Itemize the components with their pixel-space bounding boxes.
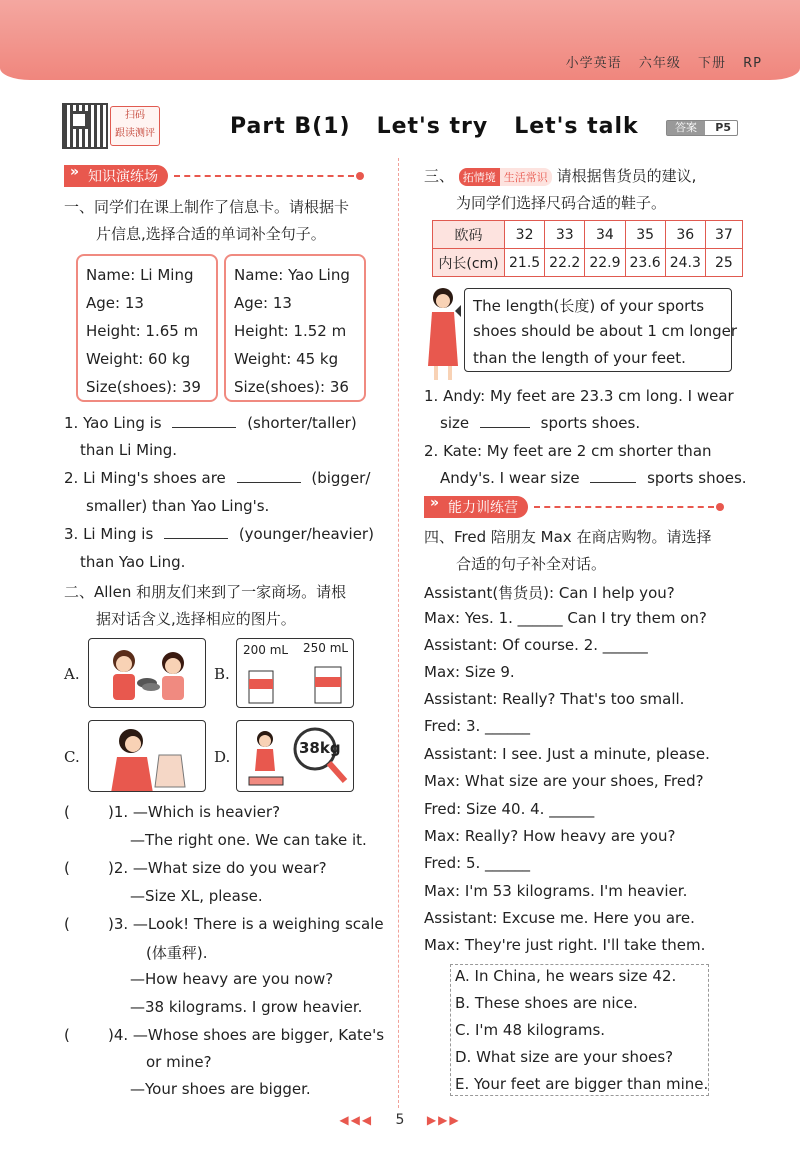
q2-item1-paren: ( (64, 803, 70, 821)
q1-item3-cont: than Yao Ling. (80, 553, 186, 571)
shoe-size-table (432, 220, 743, 277)
q1-item1-text: 1. Yao Ling is (64, 414, 162, 432)
card-line: Name: Yao Ling (234, 266, 350, 284)
card-line: Height: 1.52 m (234, 322, 347, 340)
section-divider (534, 506, 714, 508)
options-box (450, 964, 709, 1096)
q3-item2-tail: sports shoes. (647, 469, 747, 487)
table-cell: 22.2 (545, 249, 585, 277)
q3-item1-line2 (440, 414, 640, 432)
q4-instruction-line1: 四、Fred 陪朋友 Max 在商店购物。请选择 (424, 528, 712, 546)
answer-tag-page: P5 (715, 121, 731, 134)
page-title: Part B(1) Let's try Let's talk (230, 114, 639, 139)
dialogue-line: Max: I'm 53 kilograms. I'm heavier. (424, 882, 688, 900)
dialogue-line: Fred: Size 40. 4. ______ (424, 800, 595, 818)
picture-d-girl-on-scale (236, 720, 354, 792)
milk-cartons-illustration (237, 639, 354, 708)
table-cell: 34 (585, 221, 625, 249)
q2-item3-paren: ( (64, 915, 70, 933)
speech-bubble (464, 288, 738, 372)
q1-instruction-line1: 一、同学们在课上制作了信息卡。请根据卡 (64, 198, 350, 216)
answer-tag (666, 120, 738, 136)
qr-label[interactable] (110, 106, 160, 146)
table-cell: 24.3 (665, 249, 705, 277)
kids-illustration (89, 639, 206, 708)
card-line: Height: 1.65 m (86, 322, 199, 340)
q3-item2-line2 (440, 469, 747, 487)
q3-item2-blank[interactable] (590, 482, 636, 483)
q3-item1-blank[interactable] (480, 427, 530, 428)
pic-label-c: C. (64, 748, 80, 766)
dialogue-line: Assistant: I see. Just a minute, please. (424, 745, 710, 763)
q1-item2-text: 2. Li Ming's shoes are (64, 469, 226, 487)
q1-item3-choices: (younger/heavier) (238, 525, 374, 543)
q2-item2-answer: —Size XL, please. (130, 887, 263, 905)
q3-item1-size: size (440, 414, 470, 432)
card-line: Age: 13 (234, 294, 292, 312)
qr-label-line1: 扫码 (125, 110, 145, 121)
q1-item2-blank[interactable] (237, 482, 301, 483)
pic-label-d: D. (214, 748, 231, 766)
section-divider (174, 175, 354, 177)
q1-item3 (64, 525, 374, 543)
q2-item4-paren: ( (64, 1026, 70, 1044)
dialogue-line: Assistant: Really? That's too small. (424, 690, 685, 708)
section-head-practice (64, 165, 364, 187)
section-dot (716, 503, 724, 511)
dialogue-line: Assistant(售货员): Can I help you? (424, 584, 675, 602)
card-line: Age: 13 (86, 294, 144, 312)
column-divider (398, 158, 399, 1108)
q1-item2-choices: (bigger/ (311, 469, 371, 487)
qr-label-line2: 跟读测评 (115, 128, 155, 139)
header-volume: 下册 (697, 56, 726, 71)
q3-item2-text: Andy's. I wear size (440, 469, 580, 487)
pic-label-a: A. (64, 665, 80, 683)
left-arrows-icon: ◀◀◀ (339, 1113, 374, 1127)
q2-item4-line2: or mine? (146, 1053, 212, 1071)
info-card-li-ming (76, 254, 218, 402)
option-a: A. In China, he wears size 42. (455, 967, 677, 985)
picture-a-kids-with-shoes (88, 638, 206, 708)
dialogue-line: Assistant: Of course. 2. ______ (424, 636, 648, 654)
card-line: Weight: 60 kg (86, 350, 191, 368)
q1-item3-blank[interactable] (164, 538, 228, 539)
table-cell: 25 (705, 249, 742, 277)
dialogue-line: Fred: 3. ______ (424, 717, 531, 735)
table-cell: 33 (545, 221, 585, 249)
woman-illustration (89, 721, 206, 792)
table-cell: 23.6 (625, 249, 665, 277)
section-tag: » 知识演练场 (64, 165, 168, 187)
bubble-line3: than the length of your feet. (473, 349, 686, 367)
q1-item1-blank[interactable] (172, 427, 236, 428)
q2-instruction-line1: 二、Allen 和朋友们来到了一家商场。请根 (64, 583, 347, 601)
table-row (433, 221, 743, 249)
bubble-line2: shoes should be about 1 cm longer (473, 322, 738, 340)
dialogue-line: Max: Yes. 1. ______ Can I try them on? (424, 609, 707, 627)
q1-item3-text: 3. Li Ming is (64, 525, 154, 543)
section-tag: » 能力训练营 (424, 496, 528, 518)
picture-c-woman-with-clothes (88, 720, 206, 792)
answer-tag-label: 答案 (667, 121, 705, 135)
table-head-size: 欧码 (433, 221, 505, 249)
header-band (0, 0, 800, 80)
option-e: E. Your feet are bigger than mine. (455, 1075, 709, 1093)
dialogue-line: Max: What size are your shoes, Fred? (424, 772, 704, 790)
q3-item2-line1: 2. Kate: My feet are 2 cm shorter than (424, 442, 712, 460)
q3-instruction-line1: 请根据售货员的建议, (556, 167, 697, 185)
q1-item2-cont: smaller) than Yao Ling's. (86, 497, 270, 515)
q3-item1-tail: sports shoes. (540, 414, 641, 432)
header-edition: RP (743, 56, 762, 71)
q2-item1-answer: —The right one. We can take it. (130, 831, 367, 849)
dialogue-line: Fred: 5. ______ (424, 854, 531, 872)
table-row (433, 249, 743, 277)
page-number: 5 (395, 1112, 405, 1128)
scale-reading: 38kg (299, 739, 341, 757)
q2-instruction-line2: 据对话含义,选择相应的图片。 (96, 610, 296, 628)
carton-label-250: 250 mL (303, 641, 349, 655)
section-dot (356, 172, 364, 180)
option-c: C. I'm 48 kilograms. (455, 1021, 606, 1039)
table-cell: 21.5 (505, 249, 545, 277)
shop-assistant-illustration (426, 286, 460, 382)
q2-item3-line3: —How heavy are you now? (130, 970, 334, 988)
qr-code-icon[interactable] (62, 103, 108, 149)
card-line: Weight: 45 kg (234, 350, 339, 368)
table-cell: 37 (705, 221, 742, 249)
table-cell: 32 (505, 221, 545, 249)
q3-item1-line1: 1. Andy: My feet are 23.3 cm long. I wear (424, 387, 734, 405)
info-card-yao-ling (224, 254, 366, 402)
q3-badge-context: 拓情境 (459, 168, 500, 186)
right-arrows-icon: ▶▶▶ (426, 1113, 461, 1127)
q2-item4[interactable]: )4. —Whose shoes are bigger, Kate's (108, 1026, 385, 1044)
q2-item3-line2: (体重秤). (146, 944, 208, 962)
page-footer (0, 1112, 800, 1128)
pic-label-b: B. (214, 665, 230, 683)
header-subject: 小学英语 (565, 56, 622, 71)
dialogue-line: Max: Size 9. (424, 663, 515, 681)
q2-item2[interactable]: )2. —What size do you wear? (108, 859, 327, 877)
table-head-length: 内长(cm) (433, 249, 505, 277)
q1-instruction-line2: 片信息,选择合适的单词补全句子。 (96, 225, 326, 243)
header-meta (554, 52, 762, 71)
q2-item3[interactable]: )3. —Look! There is a weighing scale (108, 915, 384, 933)
picture-b-milk-cartons (236, 638, 354, 708)
section-head-training (424, 496, 724, 518)
q1-item1-choices: (shorter/taller) (247, 414, 357, 432)
q2-item3-line4: —38 kilograms. I grow heavier. (130, 998, 363, 1016)
q2-item2-paren: ( (64, 859, 70, 877)
q1-item2 (64, 469, 370, 487)
q2-item1[interactable]: )1. —Which is heavier? (108, 803, 281, 821)
dialogue-line: Assistant: Excuse me. Here you are. (424, 909, 695, 927)
header-grade: 六年级 (638, 56, 681, 71)
q3-instruction-line2: 为同学们选择尺码合适的鞋子。 (456, 194, 667, 212)
card-line: Name: Li Ming (86, 266, 194, 284)
q1-item1-cont: than Li Ming. (80, 441, 178, 459)
q3-heading (424, 165, 696, 186)
table-cell: 35 (625, 221, 665, 249)
card-line: Size(shoes): 39 (86, 378, 201, 396)
card-line: Size(shoes): 36 (234, 378, 349, 396)
q3-prefix: 三、 (424, 167, 455, 185)
dialogue-line: Max: They're just right. I'll take them. (424, 936, 706, 954)
q3-badge-life: 生活常识 (500, 168, 552, 186)
table-cell: 36 (665, 221, 705, 249)
option-b: B. These shoes are nice. (455, 994, 638, 1012)
q4-instruction-line2: 合适的句子补全对话。 (456, 555, 607, 573)
dialogue-line: Max: Really? How heavy are you? (424, 827, 676, 845)
bubble-line1: The length(长度) of your sports (473, 297, 705, 315)
q1-item1 (64, 414, 357, 432)
carton-label-200: 200 mL (243, 643, 289, 657)
option-d: D. What size are your shoes? (455, 1048, 674, 1066)
q2-item4-line3: —Your shoes are bigger. (130, 1080, 311, 1098)
table-cell: 22.9 (585, 249, 625, 277)
